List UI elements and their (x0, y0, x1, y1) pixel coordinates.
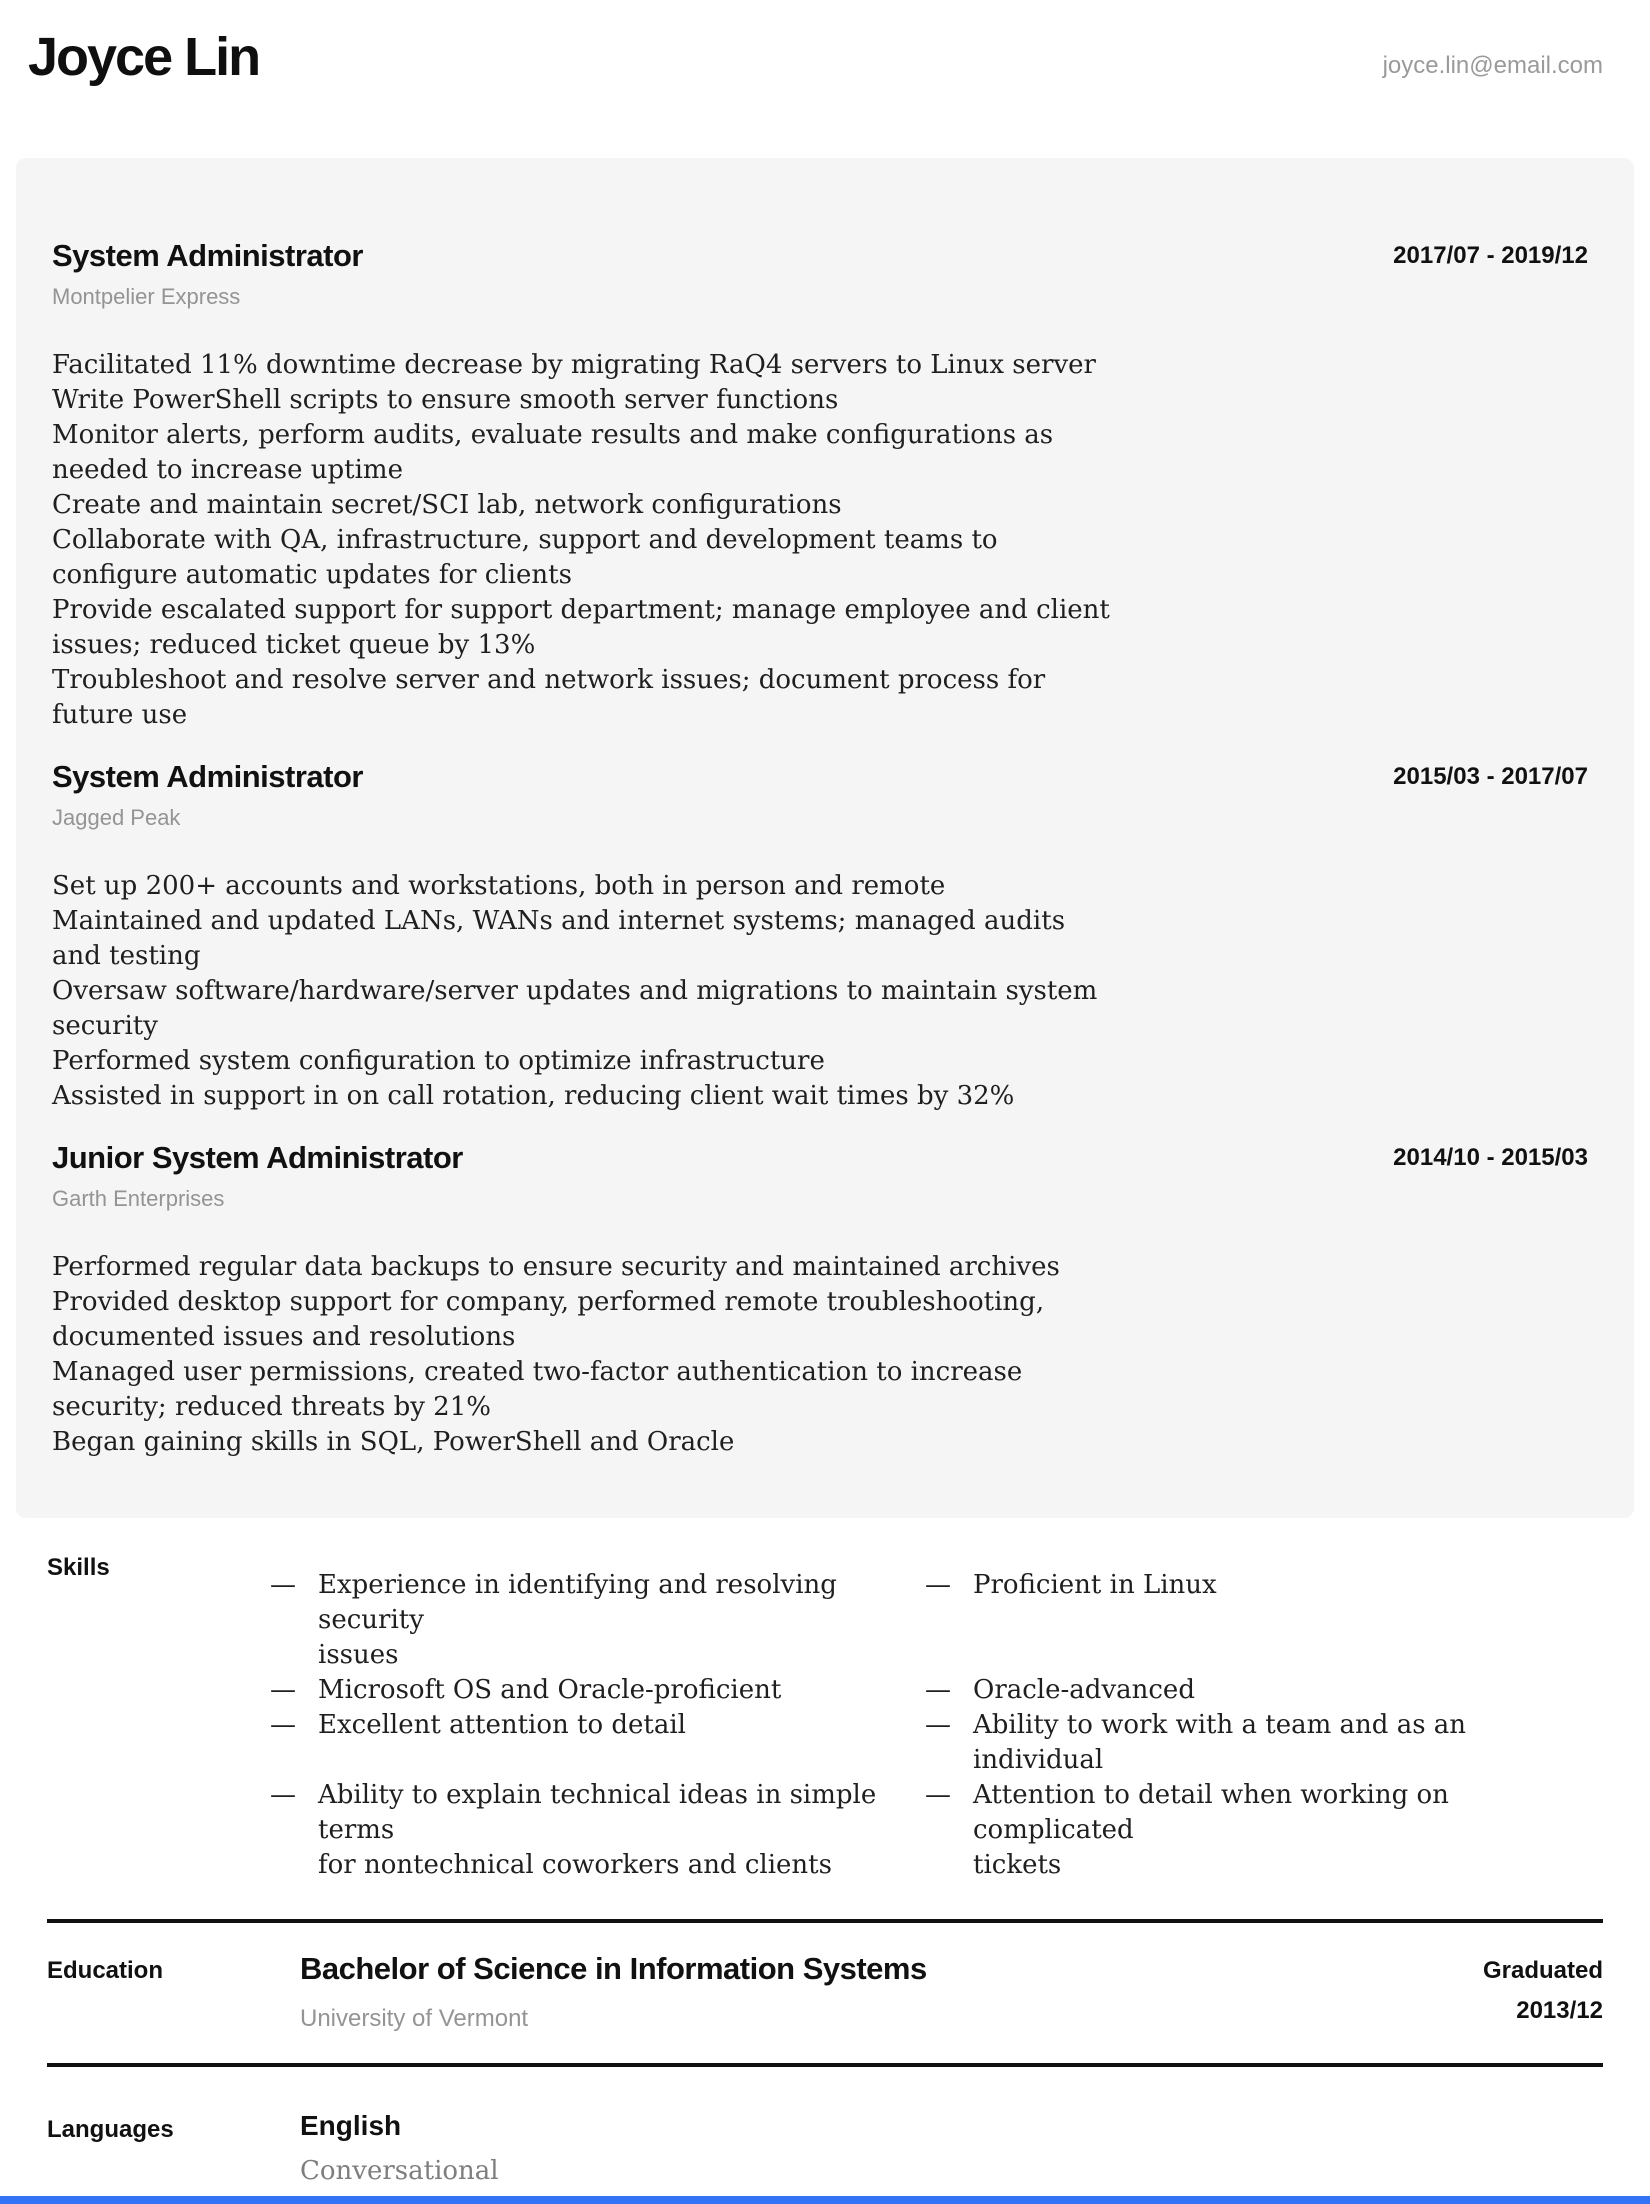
text-line: Proficient in Linux (973, 1570, 1217, 1600)
skill-row (270, 1778, 1603, 1883)
text-line: for nontechnical coworkers and clients (318, 1850, 832, 1880)
dash-bullet-icon: — (270, 1675, 296, 1705)
skill-item (925, 1673, 1603, 1708)
job-title: Junior System Administrator (52, 1140, 463, 1175)
skill-text (973, 1568, 1603, 1603)
text-line: Monitor alerts, perform audits, evaluate results and make configurations as (52, 420, 1054, 450)
text-line: Managed user permissions, created two-factor authentication to increase (52, 1357, 1023, 1387)
text-line: documented issues and resolutions (52, 1322, 516, 1352)
text-line: Performed system configuration to optimize infrastructure (52, 1046, 825, 1076)
skill-text (318, 1568, 925, 1673)
skill-text (973, 1673, 1603, 1708)
graduation-date (1483, 1951, 1603, 2033)
skill-item (270, 1708, 925, 1743)
job-description (52, 869, 1588, 1114)
skill-text (318, 1778, 925, 1883)
school-name: University of Vermont (300, 2005, 529, 2032)
job-header (52, 238, 1588, 274)
education-label: Education (47, 1957, 164, 1984)
graduated-label: Graduated (1482, 1957, 1603, 1984)
job-dates: 2017/07 - 2019/12 (1393, 242, 1588, 269)
job-header (52, 1140, 1588, 1176)
text-line: Collaborate with QA, infrastructure, support and development teams to (52, 525, 998, 555)
text-line: Assisted in support in on call rotation, reducing client wait times by 32% (52, 1081, 1015, 1111)
skill-item (270, 1568, 925, 1673)
text-line: Provided desktop support for company, performed remote troubleshooting, (52, 1287, 1045, 1317)
skills-list (270, 1552, 1603, 1883)
text-line: future use (52, 700, 188, 730)
text-line: Excellent attention to detail (318, 1710, 686, 1740)
degree-title: Bachelor of Science in Information Systems (300, 1951, 927, 1986)
language-entry (300, 2110, 499, 2186)
dash-bullet-icon: — (925, 1675, 951, 1705)
text-line: Attention to detail when working on complicated (973, 1780, 1449, 1845)
job-company: Montpelier Express (52, 284, 241, 309)
text-line: issues; reduced ticket queue by 13% (52, 630, 536, 660)
job-description (52, 1250, 1588, 1460)
skill-item (925, 1568, 1603, 1603)
text-line: and testing (52, 941, 201, 971)
job-dates: 2015/03 - 2017/07 (1393, 763, 1588, 790)
languages-label: Languages (47, 2116, 174, 2143)
candidate-name: Joyce Lin (28, 27, 260, 87)
text-line: needed to increase uptime (52, 455, 403, 485)
skill-text (318, 1673, 925, 1708)
job-description (52, 348, 1588, 733)
skill-text (973, 1708, 1603, 1778)
job-entry (52, 1140, 1588, 1460)
skill-row (270, 1568, 1603, 1673)
language-name: English (300, 2110, 402, 2141)
text-line: Experience in identifying and resolving security (318, 1570, 837, 1635)
text-line: security (52, 1011, 158, 1041)
text-line: Troubleshoot and resolve server and network issues; document process for (52, 665, 1046, 695)
text-line: Oversaw software/hardware/server updates and migrations to maintain system (52, 976, 1098, 1006)
footer-accent-bar (0, 2196, 1650, 2204)
skills-section (0, 1518, 1650, 1883)
text-line: configure automatic updates for clients (52, 560, 572, 590)
job-header (52, 759, 1588, 795)
text-line: Ability to explain technical ideas in simple terms (318, 1780, 877, 1845)
text-line: Oracle-advanced (973, 1675, 1195, 1705)
text-line: Maintained and updated LANs, WANs and internet systems; managed audits (52, 906, 1066, 936)
text-line: Microsoft OS and Oracle-proficient (318, 1675, 782, 1705)
text-line: Set up 200+ accounts and workstations, both in person and remote (52, 871, 946, 901)
skill-item (925, 1708, 1603, 1778)
skill-item (270, 1778, 925, 1883)
text-line: Performed regular data backups to ensure security and maintained archives (52, 1252, 1060, 1282)
graduated-date: 2013/12 (1516, 1997, 1603, 2024)
text-line: issues (318, 1640, 399, 1670)
header (0, 0, 1650, 88)
text-line: Facilitated 11% downtime decrease by migrating RaQ4 servers to Linux server (52, 350, 1096, 380)
skill-text (318, 1708, 925, 1743)
job-entry (52, 238, 1588, 733)
skill-item (925, 1778, 1603, 1883)
job-company: Jagged Peak (52, 805, 181, 830)
education-entry (300, 1951, 1483, 2033)
education-section (47, 1919, 1603, 2067)
skill-row (270, 1708, 1603, 1778)
job-title: System Administrator (52, 759, 363, 794)
text-line: tickets (973, 1850, 1062, 1880)
text-line: security; reduced threats by 21% (52, 1392, 491, 1422)
text-line: Ability to work with a team and as an individual (973, 1710, 1467, 1775)
job-dates: 2014/10 - 2015/03 (1393, 1144, 1588, 1171)
dash-bullet-icon: — (925, 1780, 951, 1810)
job-entry (52, 759, 1588, 1114)
text-line: Write PowerShell scripts to ensure smooth server functions (52, 385, 839, 415)
text-line: Began gaining skills in SQL, PowerShell and Oracle (52, 1427, 735, 1457)
job-company: Garth Enterprises (52, 1186, 225, 1211)
skill-text (973, 1778, 1603, 1883)
job-title: System Administrator (52, 238, 363, 273)
languages-section (47, 2067, 1603, 2186)
skill-row (270, 1673, 1603, 1708)
dash-bullet-icon: — (270, 1710, 296, 1740)
skill-item (270, 1673, 925, 1708)
dash-bullet-icon: — (925, 1570, 951, 1600)
text-line: Create and maintain secret/SCI lab, network configurations (52, 490, 842, 520)
skills-label: Skills (47, 1554, 110, 1581)
text-line: Provide escalated support for support department; manage employee and client (52, 595, 1110, 625)
dash-bullet-icon: — (270, 1780, 296, 1810)
language-level: Conversational (300, 2156, 499, 2186)
experience-card (16, 158, 1634, 1518)
dash-bullet-icon: — (270, 1570, 296, 1600)
dash-bullet-icon: — (925, 1710, 951, 1740)
candidate-email: joyce.lin@email.com (1382, 52, 1603, 79)
